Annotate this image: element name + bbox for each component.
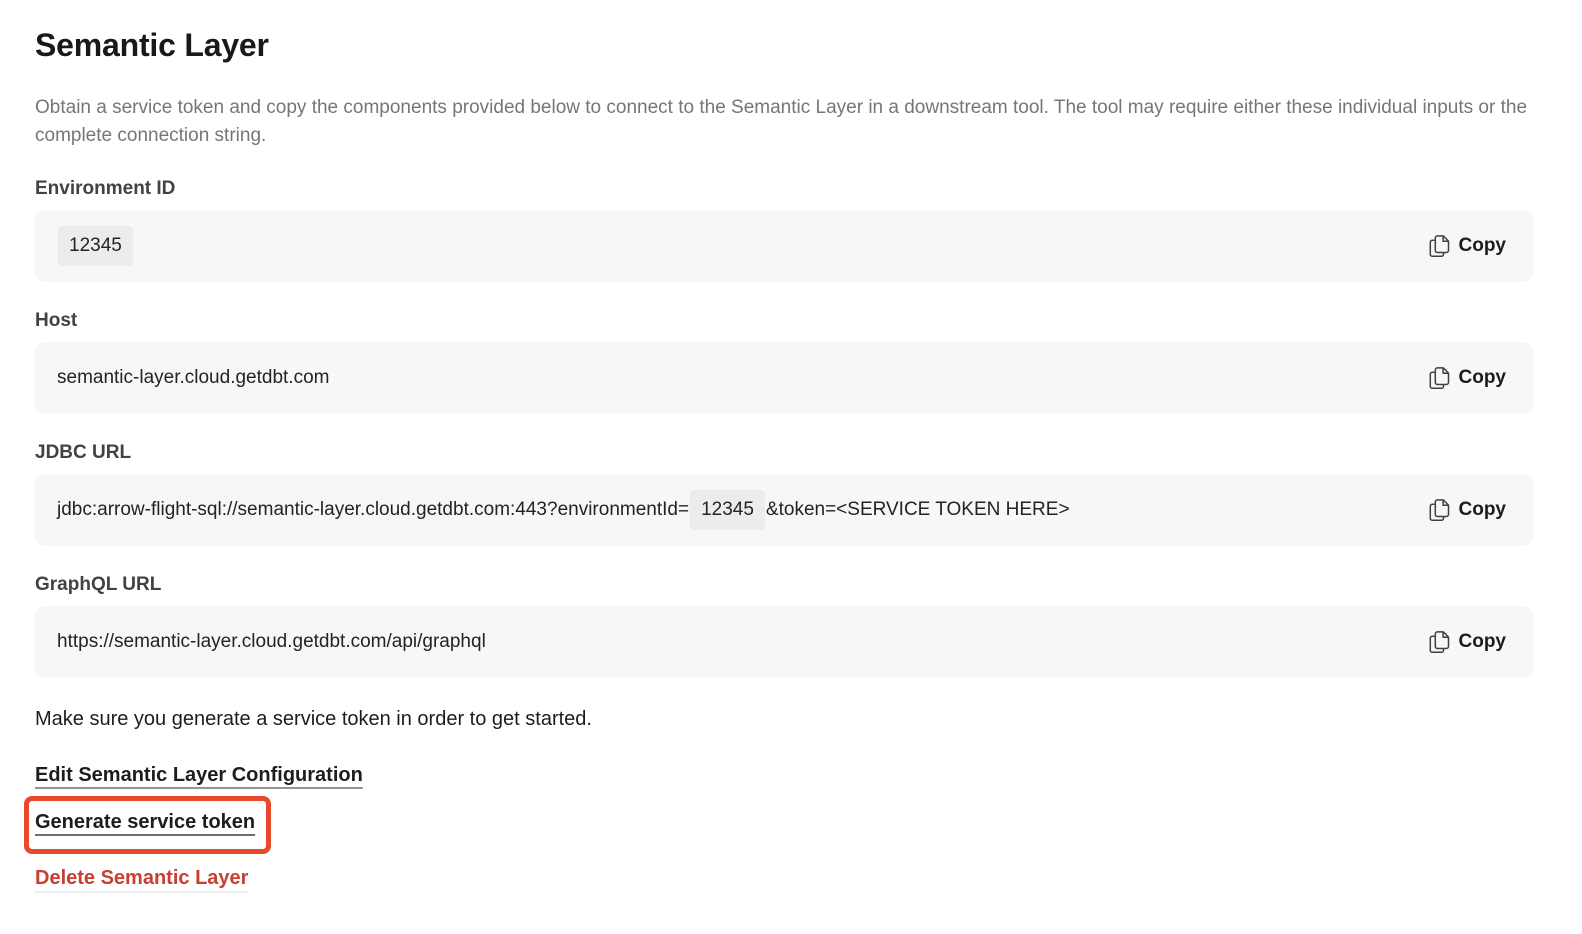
delete-link-row [35,866,1533,891]
copy-button[interactable] [1429,234,1507,258]
field-row [35,474,1533,546]
value-prefix: jdbc:arrow-flight-sql://semantic-layer.cloud.getdbt.com:443?environmentId= [57,499,690,520]
copy-button[interactable] [1429,630,1507,654]
field-group-jdbc-url [35,442,1533,546]
page-title: Semantic Layer [35,27,269,63]
page-description: Obtain a service token and copy the components provided below to connect to the Semantic Layer in a downstream tool. The tool may require either these individual inputs or the complete connection string. [35,97,1528,146]
edit-config-link-row [35,763,1533,788]
copy-button-label: Copy [1458,367,1506,388]
value-highlight-chip: 12345 [690,490,765,530]
generate-service-token-link[interactable]: Generate service token [35,811,256,833]
copy-button[interactable] [1429,366,1507,390]
field-label: GraphQL URL [35,574,162,595]
edit-semantic-layer-configuration-link[interactable]: Edit Semantic Layer Configuration [35,764,363,786]
field-row [35,606,1533,678]
note-text: Make sure you generate a service token in order to get started. [35,708,592,730]
field-group-host [35,310,1533,414]
copy-icon [1429,366,1450,390]
field-group-graphql-url [35,574,1533,678]
value-prefix: https://semantic-layer.cloud.getdbt.com/api/graphql [57,631,486,652]
copy-button-label: Copy [1458,235,1506,256]
delete-semantic-layer-link[interactable]: Delete Semantic Layer [35,867,249,889]
value-prefix: semantic-layer.cloud.getdbt.com [57,367,330,388]
copy-button-label: Copy [1458,631,1506,652]
field-value [57,490,1409,530]
field-value [57,367,1409,389]
copy-icon [1429,630,1450,654]
copy-button-label: Copy [1458,499,1506,520]
value-suffix: &token=<SERVICE TOKEN HERE> [765,499,1070,520]
field-row [35,342,1533,414]
copy-icon [1429,498,1450,522]
copy-button[interactable] [1429,498,1507,522]
annotation-highlight-box [24,796,271,854]
value-highlight-chip: 12345 [58,226,133,266]
generate-token-link-row [35,788,1533,854]
field-label: Host [35,310,78,331]
field-row [35,210,1533,282]
field-label: Environment ID [35,178,176,199]
field-value [57,631,1409,653]
field-label: JDBC URL [35,442,132,463]
field-group-environment-id [35,178,1533,282]
copy-icon [1429,234,1450,258]
field-value [57,226,1409,266]
